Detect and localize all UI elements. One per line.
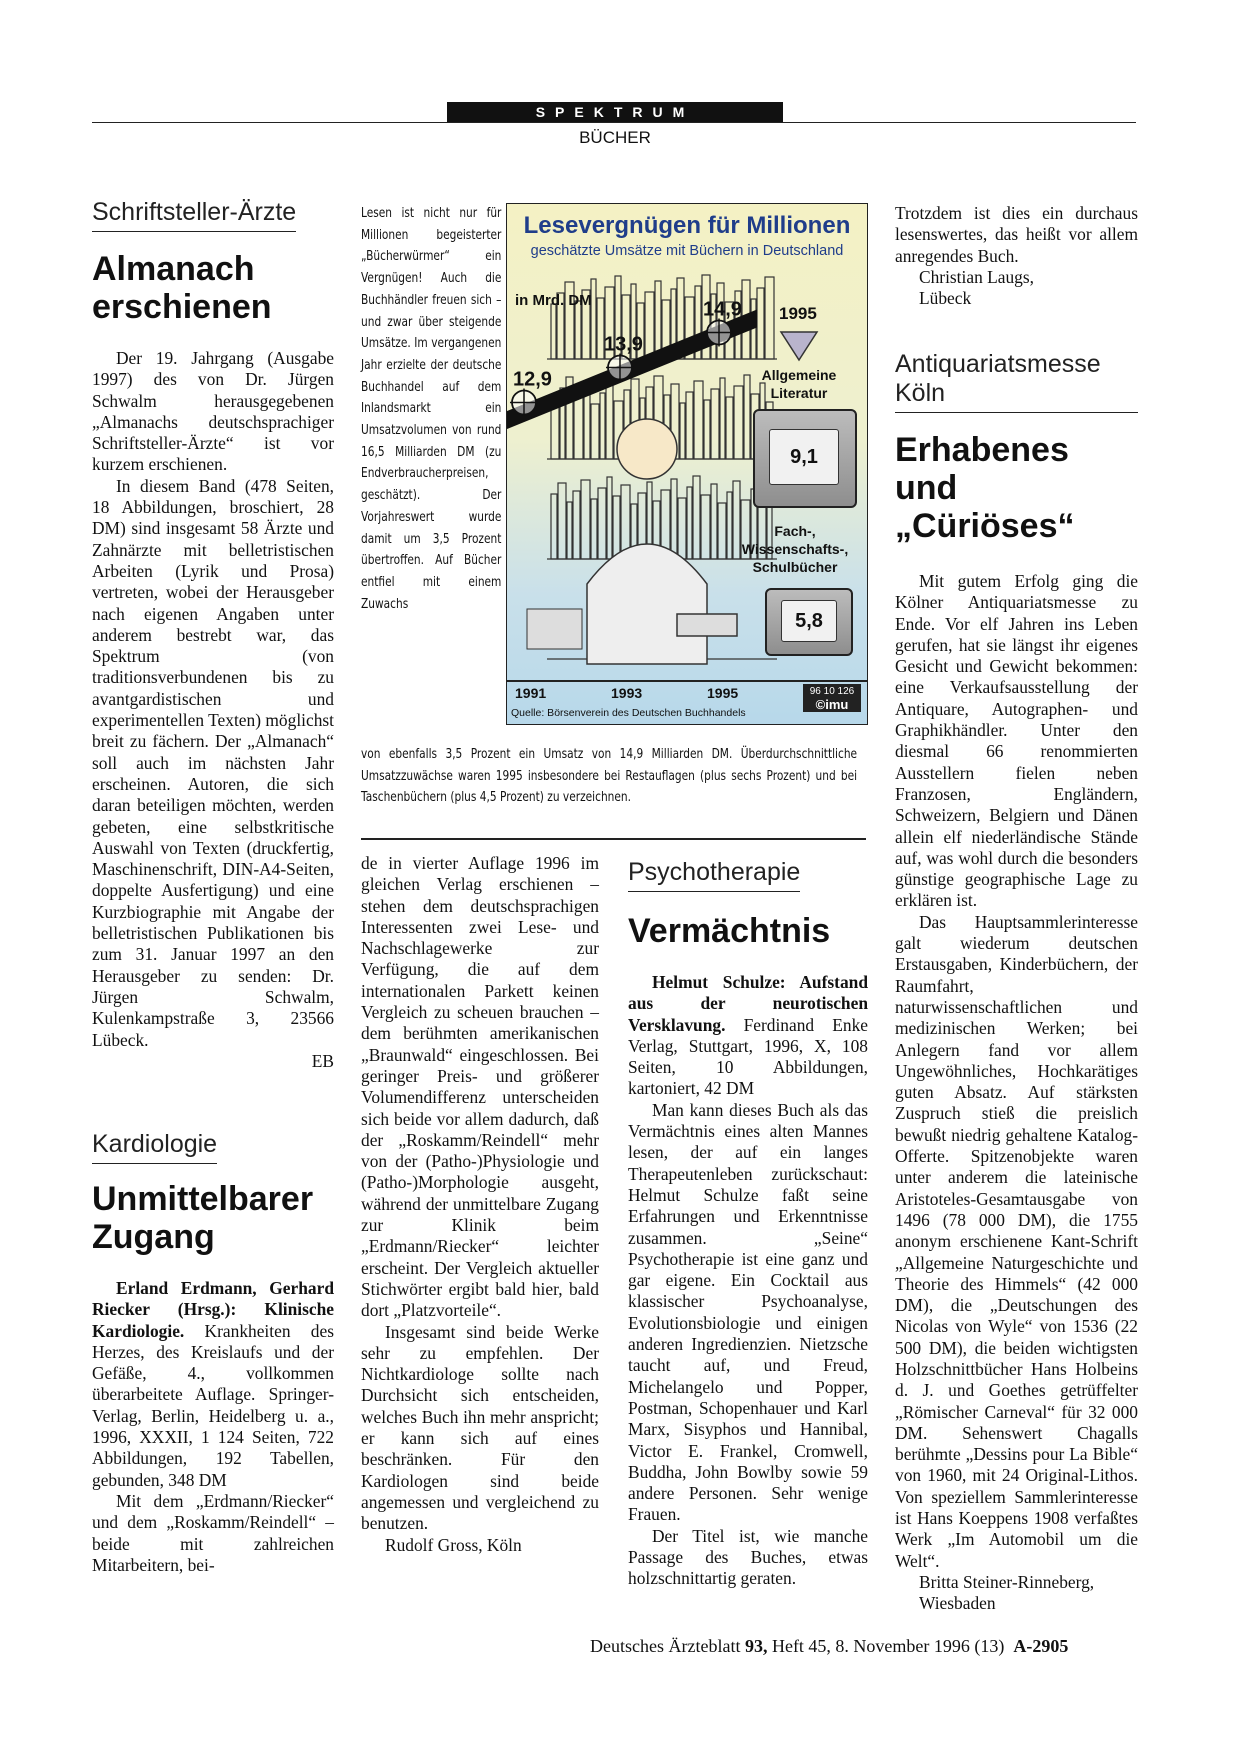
kicker: Psychotherapie xyxy=(628,858,800,892)
data-label-1995: 14,9 xyxy=(703,298,742,321)
chart-caption-narrow xyxy=(361,203,505,743)
chart-subtitle: geschätzte Umsätze mit Büchern in Deutschland xyxy=(530,243,844,259)
column-divider xyxy=(361,838,866,840)
book-reference-bold: Helmut Schulze: Aufstand aus der neurotischen Versklavung. xyxy=(628,972,868,1035)
headline: Erhabenes und „Cüriöses“ xyxy=(895,431,1075,545)
page-footer xyxy=(590,1636,1068,1657)
signature: EB xyxy=(311,1050,334,1071)
kicker: Kardiologie xyxy=(92,1130,217,1164)
signature: Rudolf Gross, Köln xyxy=(385,1534,522,1555)
x-tick-1993: 1993 xyxy=(611,685,643,701)
breakdown-label-2: Fach-, Wissenschafts-, Schulbücher xyxy=(741,523,849,575)
book-reference: Krankheiten des Herzes, des Kreislaufs und der Gefäße, 4., vollkommen überarbeitete Auflage. Springer-Verlag, Berlin, Heidelberg u. a., 1996, XXXII, 1 124 Seiten, 722 Abbildungen, 192 Tabellen, gebunden, 348 DM xyxy=(92,1320,334,1490)
y-unit-label: in Mrd. DM xyxy=(515,292,592,309)
book-sales-chart xyxy=(506,203,868,725)
article-kardiologie-continued: de in vierter Auflage 1996 im gleichen Verlag erschienen – stehen dem deutschsprachigen Interessenten zwei Lese- und Nachschlagewerke zur Verfügung, die auf dem internationalen Parkett keinen Vergleich zu scheuen brauchen – dem berühmten amerikanischen „Braunwald“ eingeschlossen. Bei geringer Preis- und größerer Volumendifferenz unterscheiden sich beide vor allem dadurch, daß der „Roskamm/Reindell“ mehr von der (Patho-)Physiologie und (Patho-)Morphologie ausgeht, während der unmittelbare Zugang zur Klinik beim „Erdmann/Riecker“ leichter erscheint. Der Vergleich aktueller Stichwörter ergibt bald hier, bald dort „Platzvorteile“. Insgesamt sind beide Werke sehr zu empfehlen. Der Nichtkardiologe sollte nach Durchsicht sich entscheiden, welches Buch ihn mehr anspricht; er kann sich auf eines beschränken. Für den Kardiologen sind beide angemessen und vergleichend zu benutzen. Rudolf Gross, Köln xyxy=(361,853,599,1555)
breakdown-value-2: 5,8 xyxy=(781,600,837,642)
article-body: Mit gutem Erfolg ging die Kölner Antiquariatsmesse zu Ende. Vor elf Jahren ins Leben gerufen, hat sie längst ihr eigenes Gesicht und Gewicht bekommen: eine Verkaufsausstellung der Antiquare, Autographen- und Graphikhändler. Unter den diesmal 66 renommierten Ausstellern fielen neben Franzosen, Engländern, Schweizern, Belgiern und Dänen allein elf niederländische Stände auf, was wohl durch die besonders günstige geographische Lage zu erklären ist. Das Hauptsammlerinteresse galt wiederum deutschen Erstausgaben, Kinderbüchern, der Raumfahrt, naturwissenschaftlichen und medizinischen Werken; bei Anlegern fand vor allem Ungewöhnliches, Hochkarätiges guten Absatz. Auf stärksten Zuspruch stieß die preislich bewußt niedrig gehaltene Katalog-Offerte. Spitzenobjekte waren unter anderem die lateinische Aristoteles-Gesamtausgabe von 1496 (78 000 DM), die 1755 anonym erschienene Kant-Schrift „Allgemeine Naturgeschichte und Theorie des Himmels“ (42 000 DM), die „Deutschungen des Nicolas von Wyle“ von 1536 (22 500 DM), die beiden wichtigsten Holzschnittbücher Hans Holbeins d. J. und Goethes getrüffelter „Römischer Carneval“ für 32 000 DM. Sehenswert Chagalls berühmte „Dessins pour La Bible“ von 1960, mit 24 Original-Lithos. Von speziellem Sammlerinteresse ist Hans Koeppens 1908 verfaßtes Werk „Im Automobil um die Welt“. Britta Steiner-Rinneberg, Wiesbaden xyxy=(895,571,1138,1614)
book-reference: Ferdinand Enke Verlag, Stuttgart, 1996, X, 108 Seiten, 10 Abbildungen, kartoniert, 42 DM xyxy=(628,1014,868,1099)
book-icon-fach xyxy=(765,588,853,656)
kicker: Antiquariatsmesse Köln xyxy=(895,350,1138,413)
article-almanach xyxy=(92,198,334,1072)
x-axis xyxy=(507,680,867,682)
x-tick-1991: 1991 xyxy=(515,685,547,701)
breakdown-label-1: Allgemeine Literatur xyxy=(761,367,837,401)
book-icon-allgemeine xyxy=(753,409,857,508)
breakdown-value-1: 9,1 xyxy=(769,429,839,485)
data-label-1993: 13,9 xyxy=(604,333,643,356)
journal-volume: 93, xyxy=(744,1636,768,1656)
headline: Vermächtnis xyxy=(628,912,831,950)
article-body: Der 19. Jahrgang (Ausgabe 1997) des von Dr. Jürgen Schwalm herausgegebenen „Almanachs deutschsprachiger Schriftsteller-Ärzte“ ist vor kurzem erschienen. In diesem Band (478 Seiten, 18 Abbildungen, broschiert, 28 DM) sind insgesamt 58 Ärzte und Zahnärzte mit belletristischen Arbeiten (Lyrik und Prosa) vertreten, wobei der Herausgeber nach eigenen Angaben unter anderem bestrebt war, das Spektrum (von traditionsverbundenen bis zu avantgardistischen und experimentellen Texten) möglichst breit zu fächern. Der „Almanach“ soll auch im nächsten Jahr erscheinen. Autoren, die sich daran beteiligen möchten, werden gebeten, eine selbstkritische Auswahl von Texten (druckfertig, Maschinenschrift, DIN-A4-Seiten, doppelte Ausfertigung) und eine Kurzbiographie mit Angabe der belletristischen Publikationen bis zum 31. Januar 1997 an den Herausgeber zu senden: Dr. Jürgen Schwalm, Kulenkampstraße 3, 23566 Lübeck. EB xyxy=(92,348,334,1071)
book-reference-bold: Erland Erdmann, Gerhard Riecker (Hrsg.): Klinische Kardiologie. xyxy=(92,1278,334,1341)
chart-caption-wide: von ebenfalls 3,5 Prozent ein Umsatz von 14,9 Milliarden DM. Überdurchschnittliche Umsatzzuwächse waren 1995 insbesondere bei Restauflagen (plus sechs Prozent) und bei Taschenbüchern (plus 4,5 Prozent) zu verzeichnen. xyxy=(361,746,858,806)
chart-caption-text: Lesen ist nicht nur für Millionen begeisterter „Bücherwürmer“ ein Vergnügen! Auch die Buchhändler freuen sich – und zwar über steigende Umsätze. Im vergangenen Jahr erzielte der deutsche Buchhandel auf dem Inlandsmarkt ein Umsatzvolumen von rund 16,5 Milliarden DM (zu Endverbraucherpreisen, geschätzt). Der Vorjahreswert wurde damit um 3,5 Prozent übertroffen. Auf Bücher entfiel mit einem Zuwachs xyxy=(361,205,502,612)
breakdown-year: 1995 xyxy=(779,304,817,323)
article-antiquariatsmesse xyxy=(895,350,1138,1615)
article-psychotherapie xyxy=(628,858,868,1590)
headline: Almanach erschienen xyxy=(92,250,272,326)
data-label-1991: 12,9 xyxy=(513,368,552,391)
section-banner: SPEKTRUM xyxy=(447,102,783,122)
journal-name: Deutsches Ärzteblatt xyxy=(590,1636,741,1656)
issue-info: Heft 45, 8. November 1996 (13) xyxy=(767,1636,1005,1656)
article-body: Helmut Schulze: Aufstand aus der neurotischen Versklavung. Ferdinand Enke Verlag, Stuttgart, 1996, X, 108 Seiten, 10 Abbildungen, kartoniert, 42 DM Man kann dieses Buch als das Vermächtnis eines alten Mannes lesen, der auf ein langes Therapeutenleben zurückschaut: Helmut Schulze faßt seine Erfahrungen und Erkenntnisse zusammen. „Seine“ Psychotherapie ist eine ganz und gar eigene. Ein Cocktail aus klassischer Psychoanalyse, Evolutionsbiologie und einigen anderen Ingredienzien. Nietzsche taucht auf, und Freud, Michelangelo und Popper, Postman, Schopenhauer und Karl Marx, Sisyphos und Hannibal, Victor E. Frankel, Cromwell, Buddha, John Bowlby sowie 59 andere Personen. Sehr wenige Frauen. Der Titel ist, wie manche Passage des Buches, etwas holzschnittartig geraten. xyxy=(628,972,868,1589)
header-rule xyxy=(92,122,1136,123)
signature-name: Britta Steiner-Rinneberg, xyxy=(919,1571,1095,1592)
article-body: Erland Erdmann, Gerhard Riecker (Hrsg.): Klinische Kardiologie. Krankheiten des Herzes, des Kreislaufs und der Gefäße, 4., vollkommen überarbeitete Auflage. Springer-Verlag, Berlin, Heidelberg u. a., 1996, XXXII, 1 124 Seiten, 722 Abbildungen, 192 Tabellen, gebunden, 348 DM Mit dem „Erdmann/Riecker“ und dem „Roskamm/Reindell“ – beide mit zahlreichen Mitarbeitern, bei- xyxy=(92,1278,334,1575)
page-number: A-2905 xyxy=(1013,1636,1069,1656)
down-arrow-icon xyxy=(779,330,819,364)
x-tick-1995: 1995 xyxy=(707,685,739,701)
chart-credit-box: 96 10 126 ©imu xyxy=(803,684,861,712)
signature-place: Lübeck xyxy=(919,288,972,309)
headline: Unmittelbarer Zugang xyxy=(92,1180,314,1256)
signature-place: Wiesbaden xyxy=(919,1593,996,1614)
kicker: Schriftsteller-Ärzte xyxy=(92,198,296,232)
article-kardiologie xyxy=(92,1130,334,1576)
article-psychotherapie-continued: Trotzdem ist dies ein durchaus lesenswertes, das heißt vor allem anregendes Buch. Christian Laugs, Lübeck xyxy=(895,203,1138,309)
chart-title: Lesevergnügen für Millionen xyxy=(523,212,851,239)
chart-source: Quelle: Börsenverein des Deutschen Buchhandels xyxy=(511,707,746,719)
subsection-label: BÜCHER xyxy=(579,128,651,147)
signature-name: Christian Laugs, xyxy=(919,266,1034,287)
